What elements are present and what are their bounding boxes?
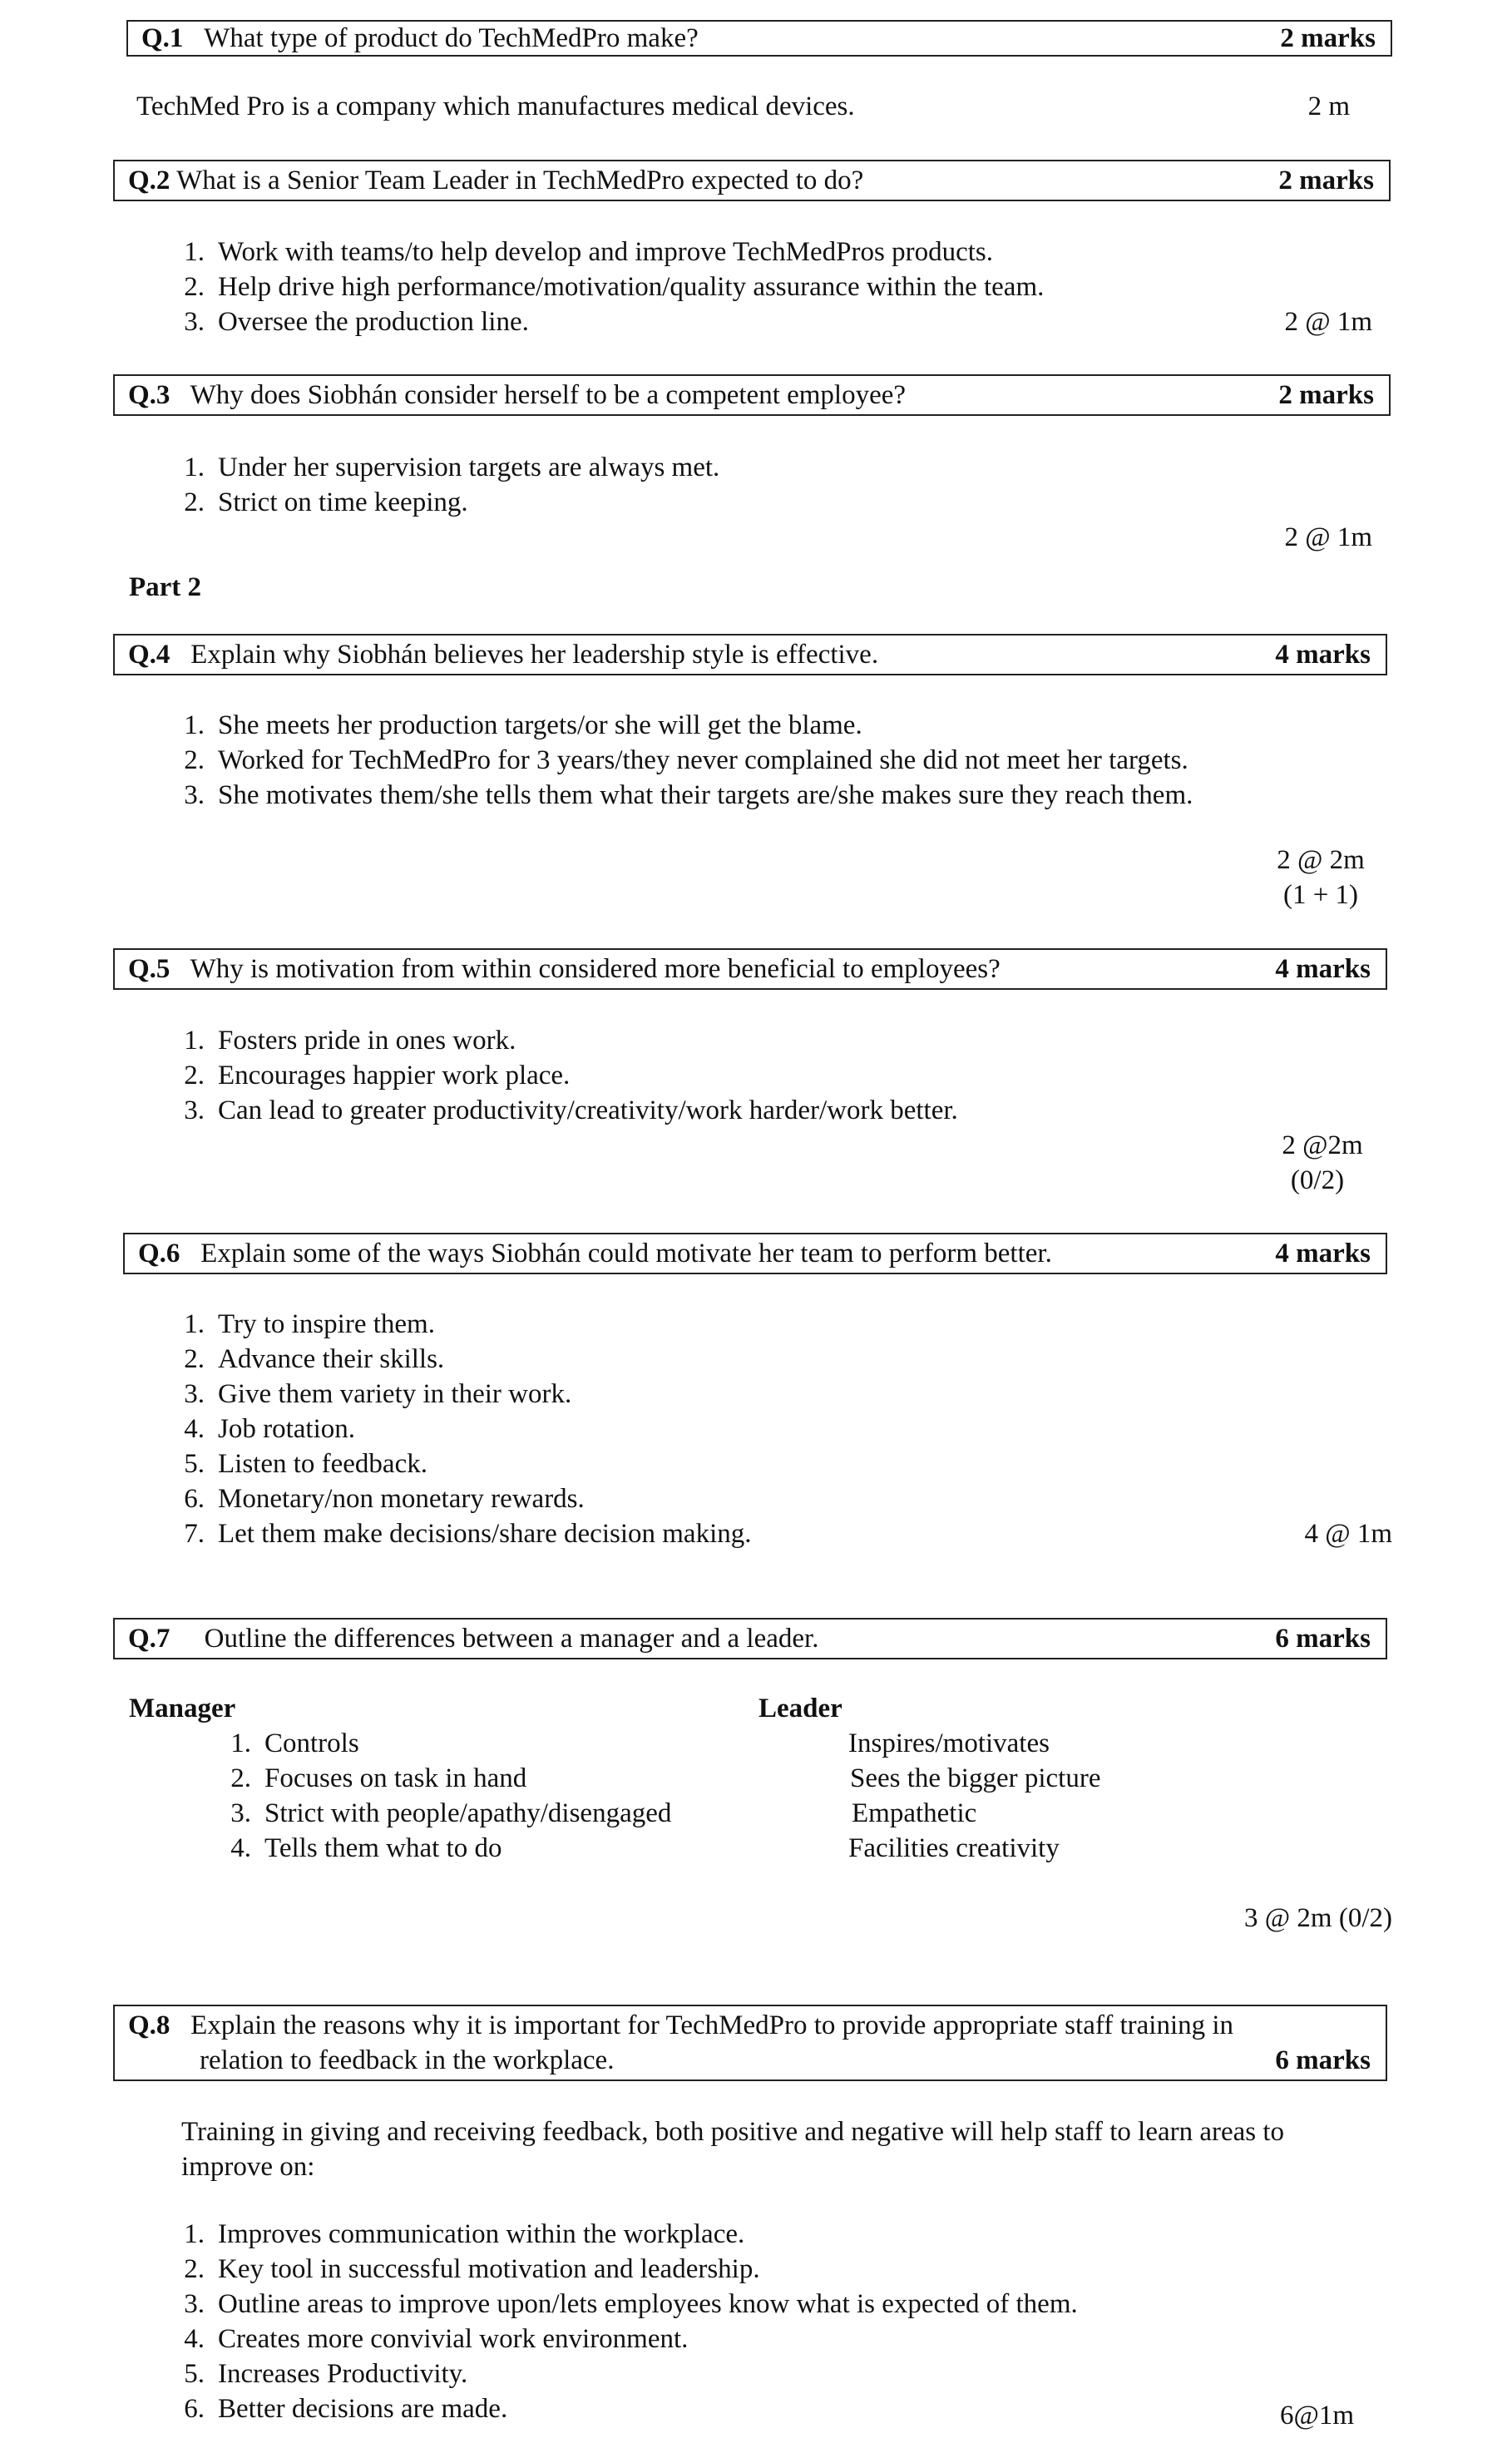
q5-allocation: 2 @2m bbox=[1282, 1130, 1363, 1160]
q5-number: Q.5 bbox=[128, 954, 170, 984]
leader-cell: Facilities creativity bbox=[848, 1833, 1060, 1863]
q8-question-box bbox=[113, 2005, 1387, 2081]
q2-question-box bbox=[113, 160, 1391, 201]
q3-marks: 2 marks bbox=[1278, 380, 1374, 410]
q6-allocation: 4 @ 1m bbox=[1304, 1519, 1392, 1549]
q1-number: Q.1 bbox=[141, 23, 184, 53]
q8-intro-line1: Training in giving and receiving feedback, both positive and negative will help staff to learn areas to bbox=[181, 2117, 1285, 2147]
q8-allocation: 6@1m bbox=[1279, 2401, 1354, 2431]
q8-intro-line2: improve on: bbox=[181, 2152, 315, 2182]
q2-marks: 2 marks bbox=[1278, 166, 1374, 195]
leader-cell: Inspires/motivates bbox=[848, 1728, 1050, 1758]
q7-number: Q.7 bbox=[128, 1624, 170, 1654]
q1-answer: TechMed Pro is a company which manufactures medical devices. bbox=[136, 91, 855, 121]
q5-question: Why is motivation from within considered more beneficial to employees? bbox=[190, 954, 1001, 984]
q3-question: Why does Siobhán consider herself to be a competent employee? bbox=[190, 380, 907, 410]
q3-question-box bbox=[113, 374, 1391, 416]
q2-question: What is a Senior Team Leader in TechMedPro expected to do? bbox=[176, 166, 864, 195]
q4-allocation: 2 @ 2m bbox=[1277, 845, 1365, 875]
q7-question: Outline the differences between a manager and a leader. bbox=[204, 1624, 819, 1654]
q6-question: Explain some of the ways Siobhán could motivate her team to perform better. bbox=[200, 1239, 1052, 1268]
q1-marks: 2 marks bbox=[1280, 23, 1376, 53]
q1-question: What type of product do TechMedPro make? bbox=[204, 23, 699, 53]
q8-number: Q.8 bbox=[128, 2010, 170, 2040]
q5-allocation-note: (0/2) bbox=[1290, 1165, 1345, 1195]
q1-allocation: 2 m bbox=[1307, 91, 1350, 121]
leader-cell: Empathetic bbox=[852, 1798, 977, 1828]
q5-marks: 4 marks bbox=[1275, 954, 1371, 984]
q6-question-box bbox=[123, 1233, 1387, 1274]
q4-number: Q.4 bbox=[128, 640, 170, 670]
q7-allocation: 3 @ 2m (0/2) bbox=[1244, 1903, 1392, 1933]
leader-column-heading: Leader bbox=[758, 1694, 842, 1723]
q8-question-line2: relation to feedback in the workplace. bbox=[200, 2045, 615, 2075]
q6-marks: 4 marks bbox=[1275, 1239, 1371, 1268]
q4-question: Explain why Siobhán believes her leadership style is effective. bbox=[190, 640, 879, 670]
q3-allocation: 2 @ 1m bbox=[1284, 522, 1372, 552]
q6-number: Q.6 bbox=[138, 1239, 180, 1268]
q8-marks: 6 marks bbox=[1275, 2045, 1371, 2075]
q2-allocation: 2 @ 1m bbox=[1284, 307, 1372, 337]
q5-question-box bbox=[113, 948, 1387, 990]
manager-column-heading: Manager bbox=[129, 1694, 236, 1723]
q2-number: Q.2 bbox=[128, 166, 170, 195]
leader-cell: Sees the bigger picture bbox=[850, 1763, 1101, 1793]
q7-question-box bbox=[113, 1618, 1387, 1659]
q4-allocation-note: (1 + 1) bbox=[1282, 880, 1359, 910]
q4-marks: 4 marks bbox=[1275, 640, 1371, 670]
part2-heading: Part 2 bbox=[129, 572, 202, 602]
q1-question-box bbox=[126, 20, 1392, 57]
q8-question-line1: Explain the reasons why it is important for TechMedPro to provide appropriate staff training in bbox=[190, 2010, 1234, 2040]
q7-marks: 6 marks bbox=[1275, 1624, 1371, 1654]
q3-number: Q.3 bbox=[128, 380, 170, 410]
q4-question-box bbox=[113, 634, 1387, 675]
